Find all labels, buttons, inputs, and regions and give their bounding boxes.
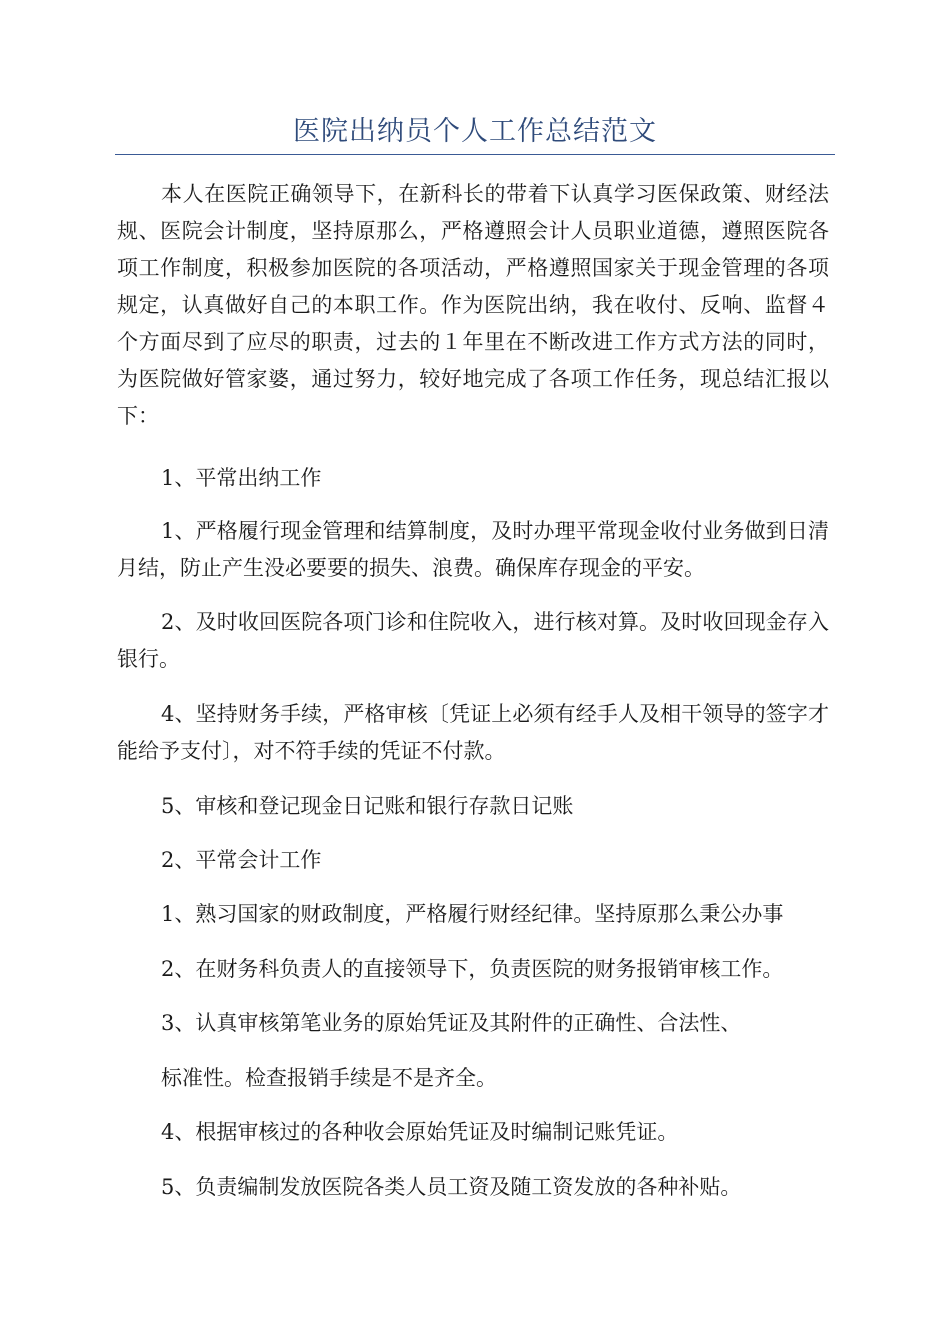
list-item: 1、严格履行现金管理和结算制度，及时办理平常现金收付业务做到日清月结，防止产生没必要要的损失、浪费。确保库存现金的平安。	[117, 519, 829, 580]
section-heading-cashier: 1、平常出纳工作	[161, 466, 322, 490]
document-title: 医院出纳员个人工作总结范文	[293, 116, 657, 147]
list-item-continuation: 标准性。检查报销手续是不是齐全。	[161, 1066, 497, 1090]
intro-paragraph: 本人在医院正确领导下，在新科长的带着下认真学习医保政策、财经法规、医院会计制度，坚持原那么，严格遵照会计人员职业道德，遵照医院各项工作制度，积极参加医院的各项活动，严格遵照国家关于现金管理的各项规定，认真做好自己的本职工作。作为医院出纳，我在收付、反响、监督４个方面尽到了应尽的职责，过去的１年里在不断改进工作方式方法的同时，为医院做好管家婆，通过努力，较好地完成了各项工作任务，现总结汇报以下：	[117, 182, 829, 428]
list-item: 2、在财务科负责人的直接领导下，负责医院的财务报销审核工作。	[161, 957, 784, 981]
title-underline	[115, 154, 835, 155]
list-item: 3、认真审核第笔业务的原始凭证及其附件的正确性、合法性、	[161, 1011, 742, 1035]
section-heading-accounting: 2、平常会计工作	[161, 848, 322, 872]
list-item: 5、负责编制发放医院各类人员工资及随工资发放的各种补贴。	[161, 1175, 742, 1199]
list-item: 4、根据审核过的各种收会原始凭证及时编制记账凭证。	[161, 1120, 679, 1144]
list-item: 4、坚持财务手续，严格审核〔凭证上必须有经手人及相干领导的签字才能给予支付〕，对不符手续的凭证不付款。	[117, 702, 829, 763]
list-item: 5、审核和登记现金日记账和银行存款日记账	[161, 794, 574, 818]
list-item: 2、及时收回医院各项门诊和住院收入，进行核对算。及时收回现金存入银行。	[117, 610, 829, 671]
list-item: 1、熟习国家的财政制度，严格履行财经纪律。坚持原那么秉公办事	[161, 902, 784, 926]
